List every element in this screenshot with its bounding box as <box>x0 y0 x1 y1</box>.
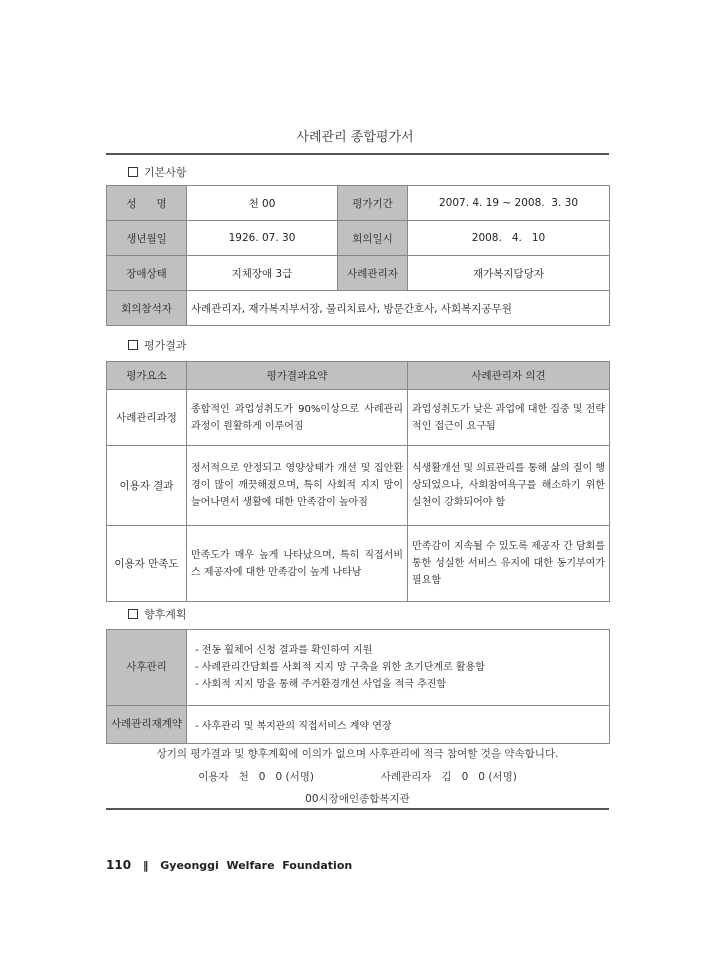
evaluation-table <box>106 361 610 602</box>
aftercare-cell <box>187 630 610 706</box>
section-basic-header: 기본사항 <box>128 164 187 180</box>
square-bullet-icon <box>128 609 138 619</box>
meeting-date-value: 2008. 4. 10 <box>408 221 610 256</box>
element-cell: 사례관리과정 <box>107 390 187 446</box>
plan-table <box>106 629 610 744</box>
list-item: - 사례관리간담회를 사회적 지지 망 구축을 위한 초기단계로 활용함 <box>195 662 485 673</box>
element-cell: 이용자 결과 <box>107 446 187 526</box>
table-header-row <box>107 362 610 390</box>
basic-info-table <box>106 185 610 326</box>
summary-cell: 종합적인 과업성취도가 90%이상으로 사례관리과정이 원활하게 이루어짐 <box>187 390 408 446</box>
opinion-cell: 식생활개선 및 의료관리를 통해 삶의 질이 행상되었으나, 사회참여욕구를 해소하기 위한 실천이 강화되어야 함 <box>408 446 610 526</box>
pledge-statement: 상기의 평가결과 및 향후계획에 이의가 없으며 사후관리에 적극 참여할 것을 약속합니다. <box>156 748 559 760</box>
attendees-value: 사례관리자, 재가복지부서장, 물리치료사, 방문간호사, 사회복지공무원 <box>187 291 610 326</box>
table-row <box>107 291 610 326</box>
table-row <box>107 256 610 291</box>
list-item: - 사회적 지지 망을 통해 주거환경개선 사업을 적극 추진함 <box>195 679 447 690</box>
header-element: 평가요소 <box>107 362 187 390</box>
header-opinion: 사례관리자 의견 <box>408 362 610 390</box>
table-row <box>107 186 610 221</box>
page-footer <box>106 858 352 872</box>
aftercare-list <box>195 642 605 693</box>
name-label: 성 명 <box>107 186 187 221</box>
birth-label: 생년월일 <box>107 221 187 256</box>
top-rule <box>106 153 609 155</box>
attendees-label: 회의참석자 <box>107 291 187 326</box>
header-summary: 평가결과요약 <box>187 362 408 390</box>
table-row <box>107 390 610 446</box>
manager-label: 사례관리자 <box>338 256 408 291</box>
birth-value: 1926. 07. 30 <box>187 221 338 256</box>
meeting-date-label: 회의일시 <box>338 221 408 256</box>
manager-value: 재가복지담당자 <box>408 256 610 291</box>
summary-cell: 만족도가 매우 높게 나타났으며, 특히 직접서비스 제공자에 대한 만족감이 높게 나타남 <box>187 526 408 602</box>
page-number: 110 <box>106 858 132 872</box>
table-row <box>107 630 610 706</box>
summary-cell: 정서적으로 안정되고 영양상태가 개선 및 집안환경이 많이 깨끗해졌으며, 특히 사회적 지지 망이 늘어나면서 생활에 대한 만족감이 높아짐 <box>187 446 408 526</box>
list-item: - 전동 휠체어 신청 결과를 확인하여 지원 <box>195 645 373 656</box>
table-row <box>107 706 610 744</box>
bottom-rule <box>106 808 609 810</box>
aftercare-label: 사후관리 <box>107 630 187 706</box>
table-row <box>107 526 610 602</box>
disability-label: 장애상태 <box>107 256 187 291</box>
page-title: 사례관리 종합평가서 <box>296 130 414 145</box>
table-row <box>107 446 610 526</box>
section-plan-header: 향후계획 <box>128 606 187 622</box>
footer-org: Gyeonggi Welfare Foundation <box>160 859 353 872</box>
signature-line: 이용자 천 0 0 (서명) 사례관리자 김 0 0 (서명) <box>198 771 517 783</box>
table-row <box>107 221 610 256</box>
square-bullet-icon <box>128 340 138 350</box>
square-bullet-icon <box>128 167 138 177</box>
footer-separator: ‖ <box>142 859 149 872</box>
organization-name: 00시장애인종합복지관 <box>305 793 410 805</box>
period-label: 평가기간 <box>338 186 408 221</box>
name-value: 천 00 <box>187 186 338 221</box>
opinion-cell: 만족감이 지속될 수 있도록 제공자 간 담회를 통한 성실한 서비스 유지에 대한 동기부여가 필요함 <box>408 526 610 602</box>
period-value: 2007. 4. 19 ~ 2008. 3. 30 <box>408 186 610 221</box>
disability-value: 지체장애 3급 <box>187 256 338 291</box>
recontract-cell: - 사후관리 및 복지관의 직접서비스 계약 연장 <box>187 706 610 744</box>
opinion-cell: 과업성취도가 낮은 과업에 대한 집중 및 전략적인 접근이 요구됨 <box>408 390 610 446</box>
section-result-header: 평가결과 <box>128 337 187 353</box>
recontract-label: 사례관리재계약 <box>107 706 187 744</box>
element-cell: 이용자 만족도 <box>107 526 187 602</box>
